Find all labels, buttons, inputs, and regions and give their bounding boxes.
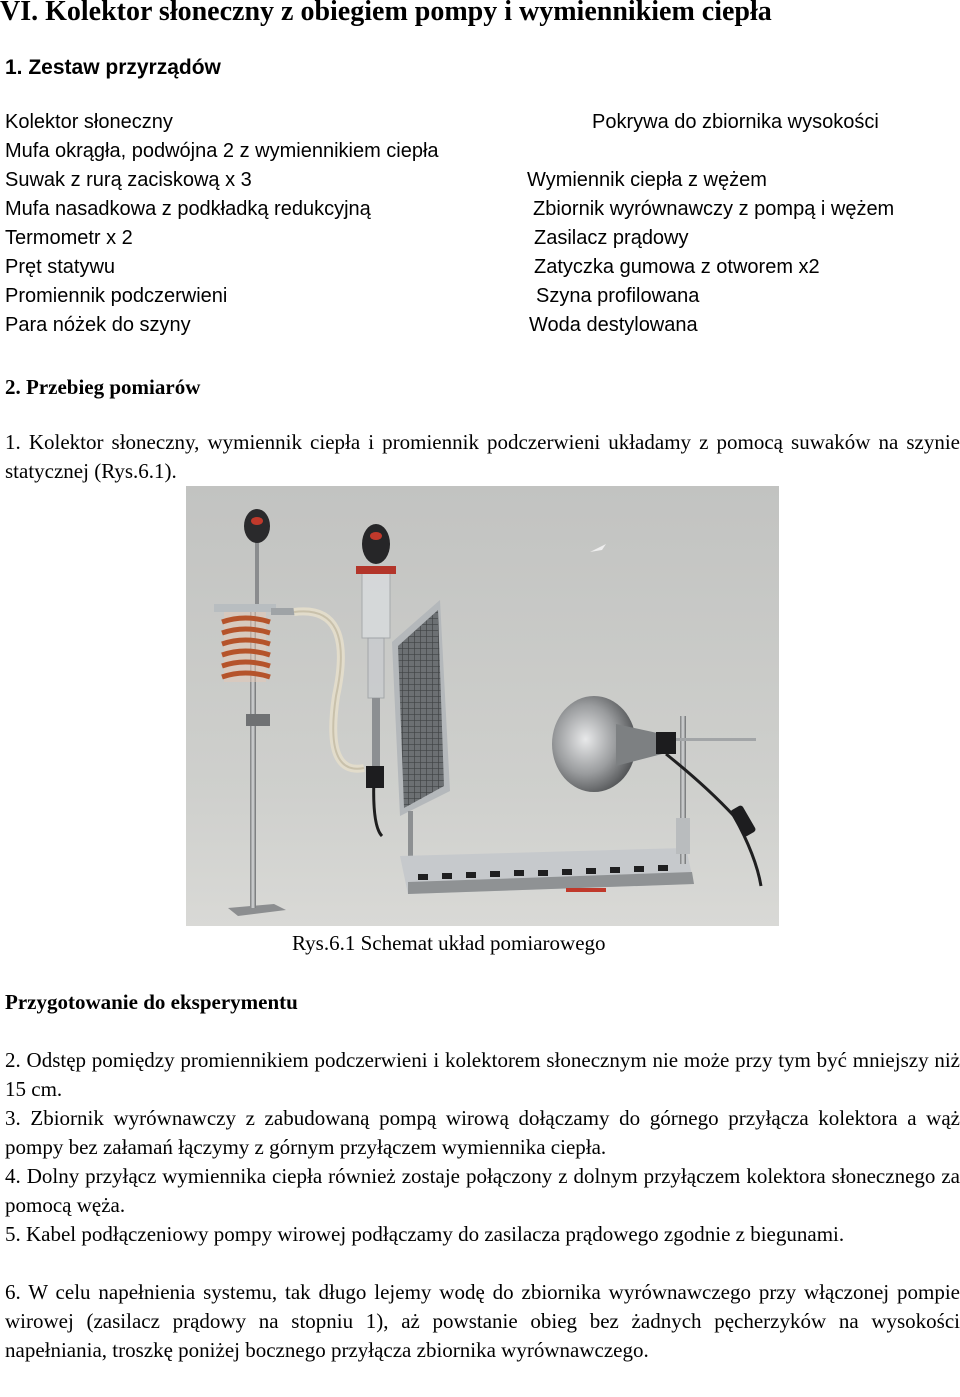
equipment-row (5, 224, 960, 253)
step-4: 4. Dolny przyłącz wymiennika ciepła również zostaje połączony z dolnym przyłączem kolektora słonecznego za pomocą węża. (5, 1164, 960, 1217)
measurement-heading: 2. Przebieg pomiarów (5, 375, 201, 399)
equipment-item: Termometr x 2 (5, 227, 133, 249)
equipment-row (5, 195, 960, 224)
equipment-row (5, 253, 960, 282)
equipment-heading: 1. Zestaw przyrządów (5, 56, 221, 79)
equipment-item: Pokrywa do zbiornika wysokości (592, 111, 879, 133)
step-5: 5. Kabel podłączeniowy pompy wirowej podłączamy do zasilacza prądowego zgodnie z biegunami. (5, 1222, 845, 1246)
equipment-item: Zatyczka gumowa z otworem x2 (534, 256, 820, 278)
equipment-item: Wymiennik ciepła z wężem (527, 169, 767, 191)
equipment-row (5, 311, 960, 340)
equipment-item: Woda destylowana (529, 314, 698, 336)
equipment-item: Promiennik podczerwieni (5, 285, 228, 307)
equipment-item: Para nóżek do szyny (5, 314, 191, 336)
step-2: 2. Odstęp pomiędzy promiennikiem podczerwieni i kolektorem słonecznym nie może przy tym być mniejszy niż 15 cm. (5, 1048, 960, 1101)
step-6: 6. W celu napełnienia systemu, tak długo lejemy wodę do zbiornika wyrównawczego przy włączonej pompie wirowej (zasilacz prądowy na stopniu 1), aż powstanie obieg bez żadnych pęcherzyków na wysokości napełniania, troszkę poniżej bocznego przyłącza zbiornika wyrównawczego. (5, 1280, 960, 1362)
step-3: 3. Zbiornik wyrównawczy z zabudowaną pompą wirową dołączamy do górnego przyłącza kolektora a wąż pompy bez załamań łączymy z górnym przyłączem wymiennika ciepła. (5, 1106, 960, 1159)
equipment-item: Suwak z rurą zaciskową x 3 (5, 169, 252, 191)
equipment-row (5, 137, 960, 166)
equipment-row (5, 166, 960, 195)
experiment-photo (186, 486, 779, 926)
equipment-row (5, 282, 960, 311)
equipment-item: Pręt statywu (5, 256, 116, 278)
equipment-item: Mufa okrągła, podwójna 2 z wymiennikiem ciepła (5, 140, 439, 162)
figure-caption: Rys.6.1 Schemat układ pomiarowego (292, 931, 606, 955)
equipment-list (5, 108, 960, 340)
equipment-row (5, 108, 960, 137)
equipment-item: Mufa nasadkowa z podkładką redukcyjną (5, 198, 371, 220)
equipment-item: Zbiornik wyrównawczy z pompą i wężem (533, 198, 895, 220)
equipment-item: Szyna profilowana (536, 285, 700, 307)
step-1: 1. Kolektor słoneczny, wymiennik ciepła i promiennik podczerwieni układamy z pomocą suwaków na szynie statycznej (Rys.6.1). (5, 430, 960, 483)
preparation-heading: Przygotowanie do eksperymentu (5, 990, 298, 1014)
document-title: VI. Kolektor słoneczny z obiegiem pompy i wymiennikiem ciepła (0, 0, 772, 27)
equipment-item: Zasilacz prądowy (534, 227, 689, 249)
equipment-item: Kolektor słoneczny (5, 111, 173, 133)
